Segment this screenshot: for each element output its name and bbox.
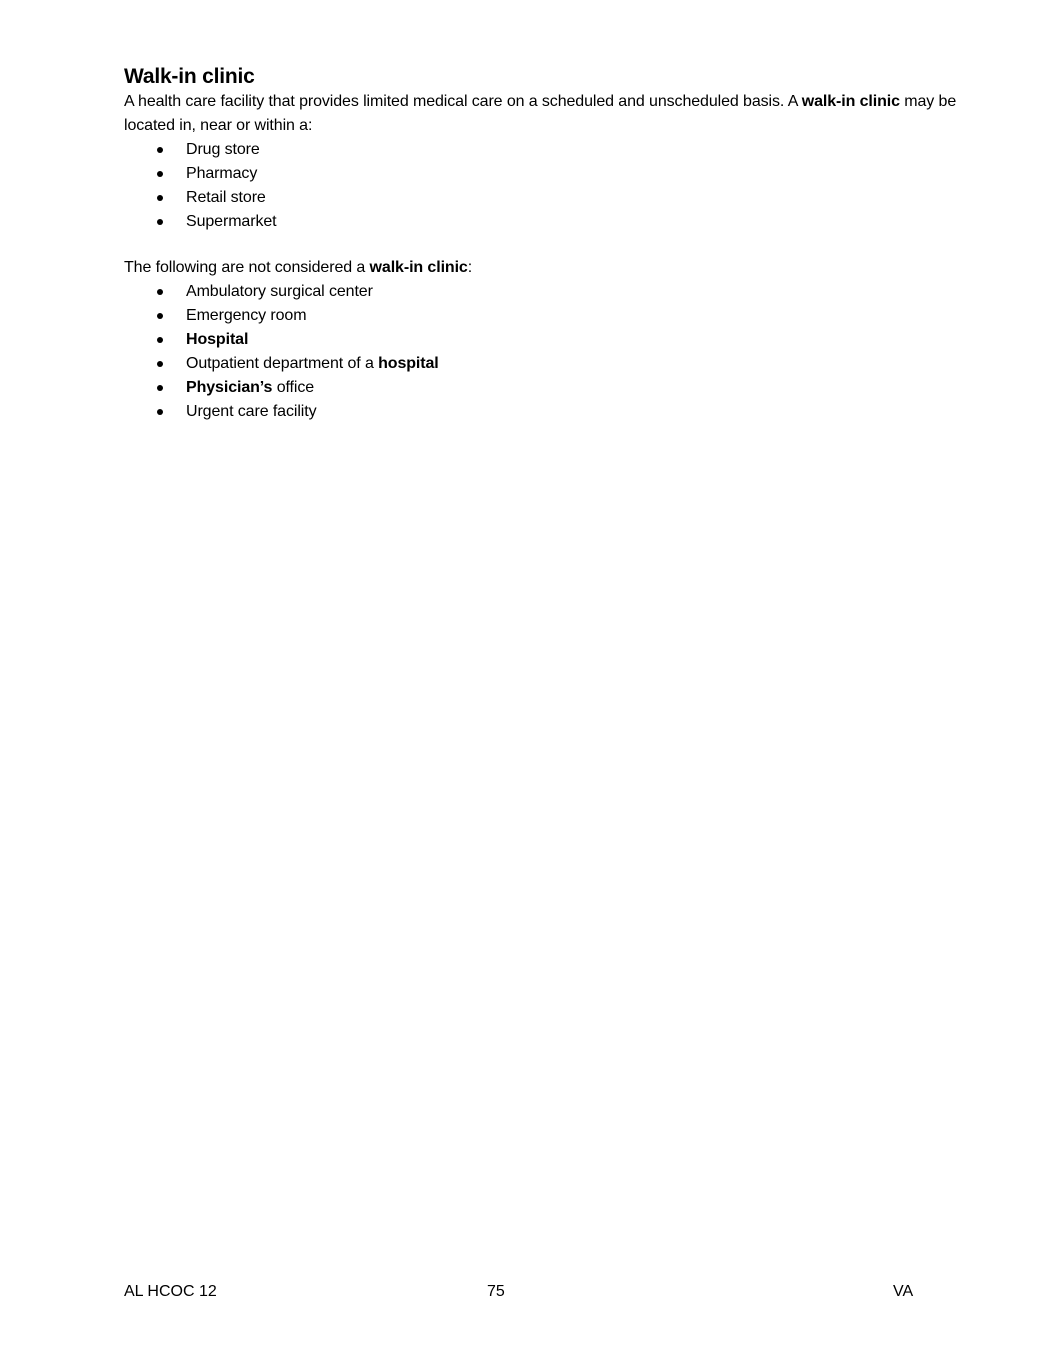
- list-item: [124, 162, 984, 186]
- list-item-text: Ambulatory surgical center: [186, 283, 373, 300]
- list-item-bold-text: hospital: [378, 355, 439, 372]
- bullet-icon: [157, 171, 163, 177]
- list-item: [124, 376, 984, 400]
- bullet-icon: [157, 147, 163, 153]
- bullet-icon: [157, 219, 163, 225]
- list-item: [124, 328, 984, 352]
- list-item-text: Outpatient department of a: [186, 355, 379, 372]
- paragraph-spacer: [124, 234, 984, 256]
- list-item: [124, 352, 984, 376]
- list-item-text: Drug store: [186, 141, 260, 158]
- bullet-icon: [157, 361, 163, 367]
- bullet-icon: [157, 289, 163, 295]
- bullet-icon: [157, 195, 163, 201]
- page-content: [124, 64, 984, 424]
- list-item: [124, 304, 984, 328]
- section-heading: Walk-in clinic: [124, 65, 255, 88]
- bullet-icon: [157, 313, 163, 319]
- excluded-facilities-list: [124, 280, 984, 424]
- list-item-text: Urgent care facility: [186, 403, 317, 420]
- list-item-text: Pharmacy: [186, 165, 258, 182]
- footer-document-code: AL HCOC 12: [124, 1283, 217, 1300]
- definition-text-after: may be located in, near or within a:: [124, 93, 957, 134]
- included-locations-list: [124, 138, 984, 234]
- bullet-icon: [157, 409, 163, 415]
- list-item-bold-text: Physician’s: [186, 379, 273, 396]
- exclusion-bold-term: walk-in clinic: [369, 259, 468, 276]
- list-item-text-after: office: [272, 379, 315, 396]
- list-item: [124, 280, 984, 304]
- list-item: [124, 210, 984, 234]
- footer-page-number: 75: [487, 1283, 505, 1300]
- list-item-text: Retail store: [186, 189, 266, 206]
- definition-text-before: A health care facility that provides limited medical care on a scheduled and unscheduled basis. A: [124, 93, 802, 110]
- bullet-icon: [157, 385, 163, 391]
- definition-bold-term: walk-in clinic: [801, 93, 900, 110]
- list-item-text: Supermarket: [186, 213, 277, 230]
- list-item-bold-text: Hospital: [186, 331, 249, 348]
- footer-state-code: VA: [893, 1283, 914, 1300]
- list-item: [124, 400, 984, 424]
- bullet-icon: [157, 337, 163, 343]
- definition-paragraph: [124, 90, 984, 138]
- list-item-text: Emergency room: [186, 307, 307, 324]
- exclusion-paragraph: [124, 256, 984, 280]
- list-item: [124, 138, 984, 162]
- exclusion-text-before: The following are not considered a: [124, 259, 370, 276]
- exclusion-text-after: :: [467, 259, 473, 276]
- list-item: [124, 186, 984, 210]
